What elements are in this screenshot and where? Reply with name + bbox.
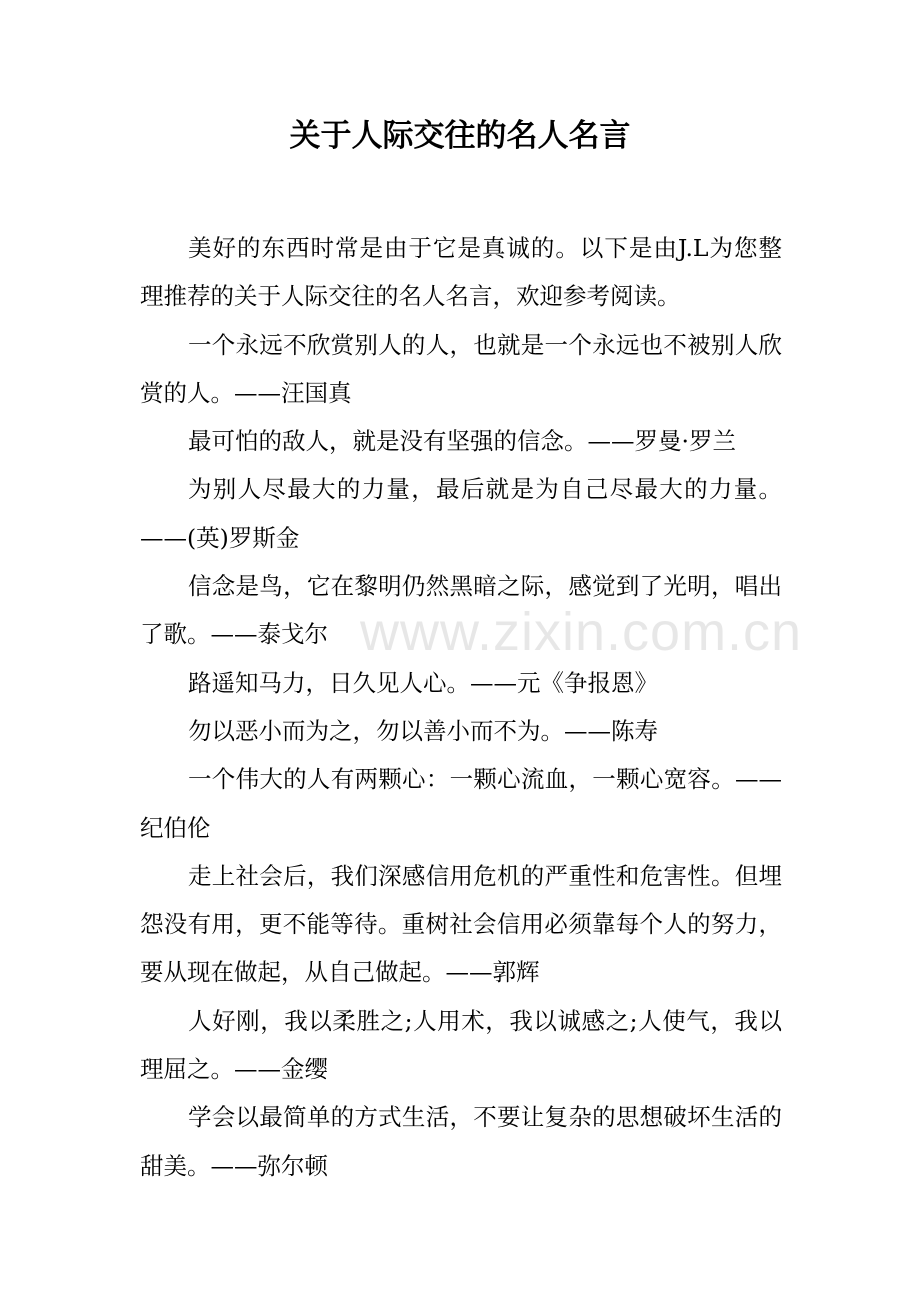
quote-romain-rolland: 最可怕的敌人，就是没有坚强的信念。——罗曼·罗兰 bbox=[188, 427, 736, 456]
quote-milton: 学会以最简单的方式生活，不要让复杂的思想破坏生活的甜美。——弥尔顿 bbox=[140, 1103, 782, 1180]
document-body bbox=[140, 224, 782, 1190]
watermark-text: www.zixin.com.cn bbox=[360, 602, 803, 662]
quote-tagore: 信念是鸟，它在黎明仍然黑暗之际，感觉到了光明，唱出了歌。——泰戈尔 bbox=[140, 572, 782, 649]
quote-chen-shou: 勿以恶小而为之，勿以善小而不为。——陈寿 bbox=[188, 716, 658, 745]
quote-jin-ying: 人好刚，我以柔胜之;人用术，我以诚感之;人使气，我以理屈之。——金缨 bbox=[140, 1006, 782, 1084]
quote-gibran: 一个伟大的人有两颗心：一颗心流血，一颗心宽容。——纪伯伦 bbox=[140, 765, 782, 842]
document-title: 关于人际交往的名人名言 bbox=[289, 118, 631, 154]
paragraph-intro: 美好的东西时常是由于它是真诚的。以下是由J.L为您整理推荐的关于人际交往的名人名言，欢迎参考阅读。 bbox=[140, 234, 782, 311]
quote-ruskin: 为别人尽最大的力量，最后就是为自己尽最大的力量。——(英)罗斯金 bbox=[140, 475, 782, 552]
quote-zheng-bao-en: 路遥知马力，日久见人心。——元《争报恩》 bbox=[188, 668, 658, 697]
quote-guo-hui: 走上社会后，我们深感信用危机的严重性和危害性。但埋怨没有用，更不能等待。重树社会信用必须靠每个人的努力，要从现在做起，从自己做起。——郭辉 bbox=[140, 861, 782, 987]
quote-wang-guozhen: 一个永远不欣赏别人的人，也就是一个永远也不被别人欣赏的人。——汪国真 bbox=[140, 330, 782, 407]
